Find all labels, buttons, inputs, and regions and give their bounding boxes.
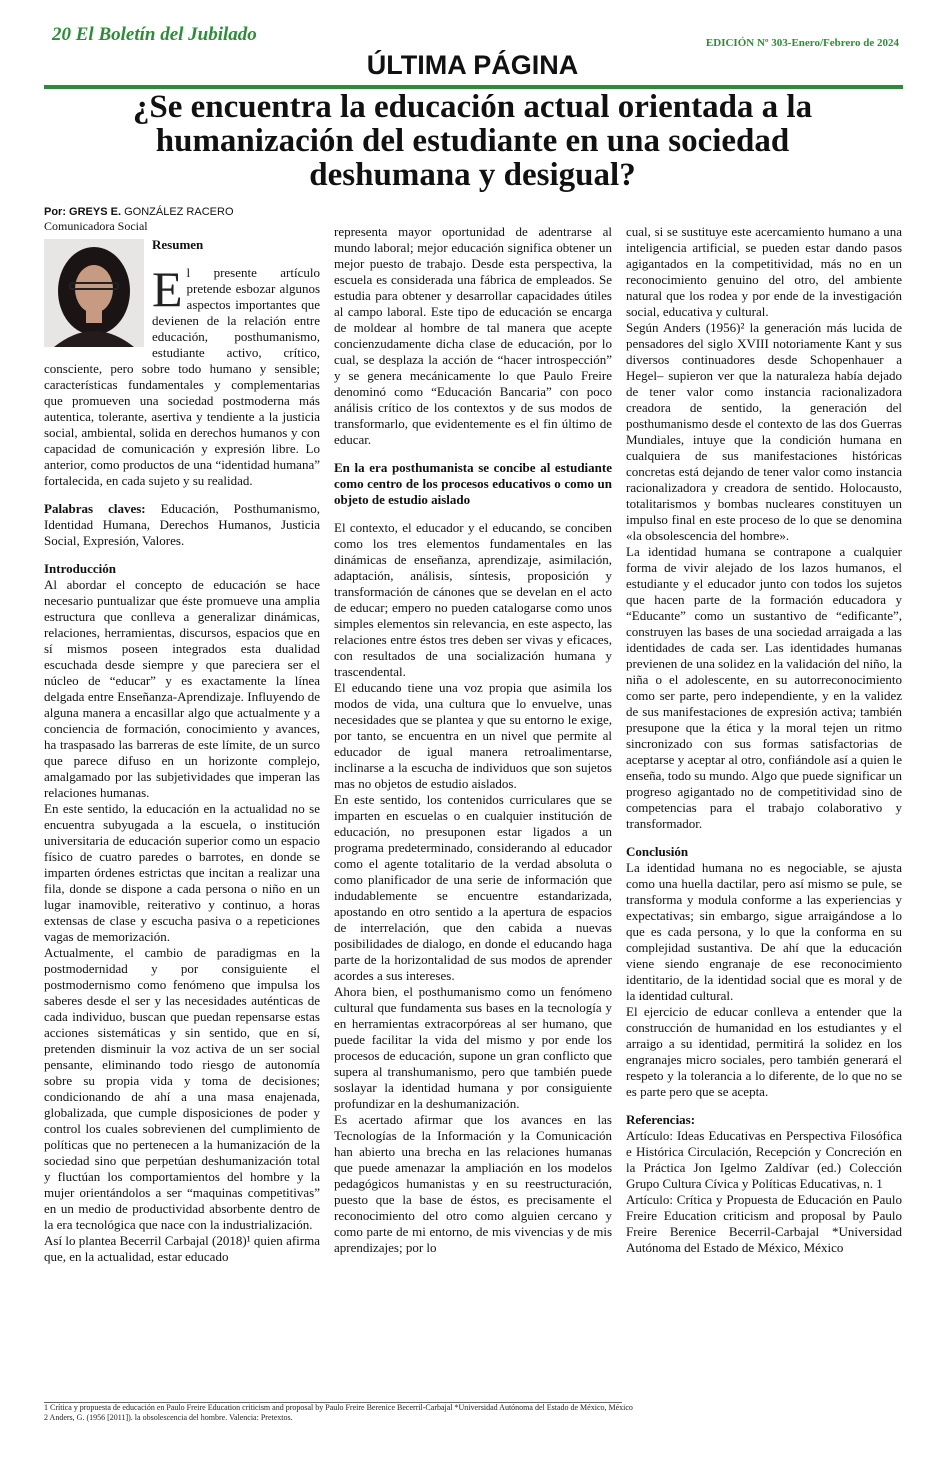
paragraph: El ejercicio de educar conlleva a entender que la construcción de humanidad en los estudiantes y el arraigo a su identidad, permitirá la solidez en los engranajes micro sociales, pero también generará el respeto y la tolerancia a lo diferente, de lo que no se es parte pero que se acepta. <box>626 1004 902 1099</box>
column-2 <box>334 224 612 1256</box>
article-headline <box>0 90 945 192</box>
subsection-heading: En la era posthumanista se concibe al estudiante como centro de los procesos educativos o como un objeto de estudio aislado <box>334 460 612 507</box>
section-title: ÚLTIMA PÁGINA <box>366 50 579 80</box>
paragraph: cual, si se sustituye este acercamiento humano a una inteligencia artificial, se pueden estar dando pasos agigantados en la competitividad, más no en un reconocimiento genuino del otro, del ambiente natural que los rodea y por ende de la investigación social, educativa y cultural. <box>626 224 902 319</box>
paragraph: Al abordar el concepto de educación se hace necesario puntualizar que éste promueve una amplia estructura que conlleva a generalizar dinámicas, relaciones, herramientas, discursos, espacios que en sí mismos poseen integrados esta dualidad escuchada desde siempre y que pareciera ser el núcleo de “educar” y es exactamente la línea delgada entre Enseñanza-Aprendizaje. Influyendo de alguna manera a encasillar algo que actualmente y a conciencia de formación, conocimiento y avances, ha traspasado las barreras de este límite, de un surco que parece difuso en un horizonte complejo, amalgamado por las subjetividades que imperan las relaciones humanas. <box>44 577 320 800</box>
author-portrait-image <box>44 239 144 347</box>
conclusion-heading: Conclusión <box>626 844 689 859</box>
author-role: Comunicadora Social <box>44 219 148 233</box>
spacer <box>626 832 902 844</box>
references-heading: Referencias: <box>626 1112 696 1127</box>
paragraph: En este sentido, los contenidos curriculares que se imparten en escuelas o en cualquier institución de educación, no presuponen estar ligados a un programa predeterminado, considerando al educador como el agente totalitario de la verdad absoluta o como planificador de una serie de información que indudablemente se encuentre estandarizada, apostando en otro sentido a la apertura de espacios de interrelación, que den cabida a nuevas posibilidades de dialogo, en donde el educando haga parte de la horizontalidad de sus modos de aprender acordes a sus intereses. <box>334 792 612 983</box>
spacer <box>626 1100 902 1112</box>
headline-text: ¿Se encuentra la educación actual orientada a la humanización del estudiante en una sociedad deshumana y desigual? <box>132 89 813 193</box>
paragraph: La identidad humana no es negociable, se ajusta como una huella dactilar, pero así mismo se pule, se transforma y modula conforme a las experiencias y expectativas; sin embargo, sigue arraigándose a lo que es cada persona, y lo que la conforma en su complejidad sustantiva. De ahí que la educación viene siendo engranaje de ese reconocimiento identitario, de la identidad social que es moral y de la identidad cultural. <box>626 860 902 1003</box>
spacer <box>334 448 612 460</box>
page-number-and-publication: 20 El Boletín del Jubilado <box>52 24 257 45</box>
paragraph: Así lo plantea Becerril Carbajal (2018)¹ quien afirma que, en la actualidad, estar educado <box>44 1233 320 1264</box>
footnote-2: 2 Anders, G. (1956 [2011]). la obsolescencia del hombre. Valencia: Pretextos. <box>44 1413 293 1422</box>
spacer <box>44 549 320 561</box>
paragraph: En este sentido, la educación en la actualidad no se encuentra subyugada a la escuela, o institución universitaria de educación superior como un espacio físico de cuatro paredes o barrotes, en donde se imparten órdenes estrictas que incitan a realizar una fila, donde se dispone a cada persona o niño en un lugar inamovible, reiterativo y continuo, a horas extensas de clase y escucha pasiva o a repeticiones vagas de memorización. <box>44 801 320 944</box>
paragraph: representa mayor oportunidad de adentrarse al mundo laboral; mejor educación significa obtener un mejor puesto de trabajo. Desde esta perspectiva, la escuela es considerada una fábrica de empleados. Se estudia para obtener y desarrollar capacidades útiles al campo laboral. Este tipo de educación se encarga de moldear al hombre de tal manera que acepte concienzudamente dicha clase de educación, por lo cual, se desplaza la acción de “hacer introspección” y se genera mecánicamente lo que Paulo Freire denominó como “Educación Bancaria” con poco análisis crítico de los contextos y de sus modos de transformarlo, que evidentemente es el fin último de educar. <box>334 224 612 447</box>
keywords-list: Educación, Posthumanismo, Identidad Humana, Derechos Humanos, Justicia Social, Expresión, Valores. <box>44 501 320 548</box>
paragraph: Ahora bien, el posthumanismo como un fenómeno cultural que fundamenta sus bases en la tecnología y en herramientas extracorpóreas al ser humano, que puede facilitar la vida del mismo y por ende los procesos de educación, supone un gran conflicto que supera al transhumanismo, pero que también puede soslayar la identidad humana y por consiguiente profundizar en la deshumanización. <box>334 984 612 1111</box>
intro-heading: Introducción <box>44 561 116 576</box>
paragraph: Actualmente, el cambio de paradigmas en la postmodernidad y por consiguiente el postmodernismo como fenómeno que impulsa los saberes desde el ser y las necesidades auténticas de cada individuo, buscan que puedan repensarse estas acciones sistemáticas y sin sentido, que en sí, pretenden disminuir la voz activa de un ser social pensante, eliminando todo riesgo de autonomía sobre su propia vida y toma de decisiones; condicionando de ahí a una masa enajenada, globalizada, que cumple disposiciones de poder y control los cuales sobrevienen del cumplimiento de políticas que no pertenecen a la humanización de la sociedad sino que perpetúan deshumanización total y fluctúan los comportamientos del hombre y la mujer orientándolos a ser “maquinas competitivas” en un medio de productividad absorbente dentro de la era tecnológica que nace con la industrialización. <box>44 945 320 1232</box>
reference-item: Artículo: Crítica y Propuesta de Educación en Paulo Freire Education criticism and proposal by Paulo Freire Berenice Becerril-Carbajal *Universidad Autónoma del Estado de México, México <box>626 1192 902 1255</box>
footnote-1: 1 Crítica y propuesta de educación en Paulo Freire Education criticism and proposal by Paulo Freire Berenice Becerril-Carbajal *Universidad Autónoma del Estado de México, México <box>44 1403 633 1412</box>
byline <box>44 205 320 219</box>
drop-cap: E <box>152 261 183 317</box>
paragraph: El educando tiene una voz propia que asimila los modos de vida, una cultura que lo envuelve, unas necesidades que se plantea y que su entorno le exige, por tanto, se encuentra en un nivel que permite al educador de igual manera retroalimentarse, inclinarse a la escucha de individuos que son sujetos mas no objetos de estudio aislados. <box>334 680 612 791</box>
spacer <box>44 489 320 501</box>
column-1 <box>44 205 320 1265</box>
byline-name: GONZÁLEZ RACERO <box>124 206 234 218</box>
keywords-label: Palabras claves: <box>44 501 146 516</box>
paragraph: Según Anders (1956)² la generación más lucida de pensadores del siglo XVIII notoriamente Kant y sus diversos continuadores desde Schopenhauer a Hegel– supieron ver que la naturaleza había dejado de tener valor como instancia racionalizadora creadora de sentido, la generación del posthumanismo desde el contexto de las dos Guerras Mundiales, intuye que la condición humana en cualquiera de sus manifestaciones históricas concretas está dejando de tener valor como instancia racionalizadora y creadora de sentido. Holocausto, totalitarismos y bombas nucleares constituyen un impulso final en este proceso de lo que se denomina «la obsolescencia del hombre». <box>626 320 902 543</box>
resumen-text: l presente artículo pretende esbozar algunos aspectos importantes que devienen de la relación entre educación, posthumanismo, estudiante activo, crítico, consciente, pero sobre todo humano y sensible; características fundamentales y complementarias que promueven una sociedad postmoderna más autentica, tolerante, asertiva y tendiente a la justicia social, ambiental, solida en derechos humanos y con capacidad de comunicación y expresión libre. Lo anterior, como productos de una “identidad humana” fortalecida, en cada sujeto y su realidad. <box>44 265 320 488</box>
resumen-heading: Resumen <box>152 237 204 252</box>
edition-label: EDICIÓN Nº 303-Enero/Febrero de 2024 <box>705 37 899 49</box>
byline-prefix: Por: GREYS E. <box>44 206 122 218</box>
paragraph: Es acertado afirmar que los avances en las Tecnologías de la Información y la Comunicación han abierto una brecha en las relaciones humanas que puede amenazar la ampliación en los modelos pedagógicos humanistas y en su reestructuración, puesto que la base de éstos, es precisamente el reconocimiento del otro como alguien cercano y como parte de mi entorno, de mis vivencias y de mis aprendizajes; por lo <box>334 1112 612 1255</box>
author-photo <box>44 239 144 347</box>
keywords <box>44 501 320 549</box>
reference-item: Artículo: Ideas Educativas en Perspectiva Filosófica e Histórica Circulación, Recepción y Concreción en la Práctica Jon Igelmo Zaldívar (ed.) Colección Grupo Cultura Cívica y Políticas Educativas, n. 1 <box>626 1128 902 1191</box>
paragraph: El contexto, el educador y el educando, se conciben como los tres elementos fundamentales en las dinámicas de enseñanza, aprendizaje, asimilación, adaptación, análisis, síntesis, proposición y transformación de cánones que se develan en el acto de educar; empero no pueden catalogarse como unos simples elementos sin relevancia, en este aspecto, las relaciones entre éstos tres deben ser vivas y eficaces, con resultados de una socialización humana y trascendental. <box>334 520 612 679</box>
column-3 <box>626 224 902 1256</box>
footnotes <box>44 1403 904 1423</box>
paragraph: La identidad humana se contrapone a cualquier forma de vivir alejado de los lazos humanos, el estudiante y el educador junto con todos los sujetos que hacen parte de la formación educadora y “Educante” como un sustantivo de “edificante”, construyen las bases de una sociedad arraigada a las identidades de cada ser. Las identidades humanas previenen de una solidez en la validación del niño, la niña o el adolescente, en su autorreconocimiento como ser parte, pero independiente, y en la validez de sus manifestaciones de expresión activa; también presupone que la ética y la moral tejen un ritmo sincronizado con sus formas satisfactorias de aceptarse y aceptar al otro, confiándole así a quien le enseña, todo su mundo. Algo que puede significar un progreso agigantado no de competitividad sino de competencias para el trabajo colaborativo y transformador. <box>626 544 902 831</box>
spacer <box>334 508 612 520</box>
